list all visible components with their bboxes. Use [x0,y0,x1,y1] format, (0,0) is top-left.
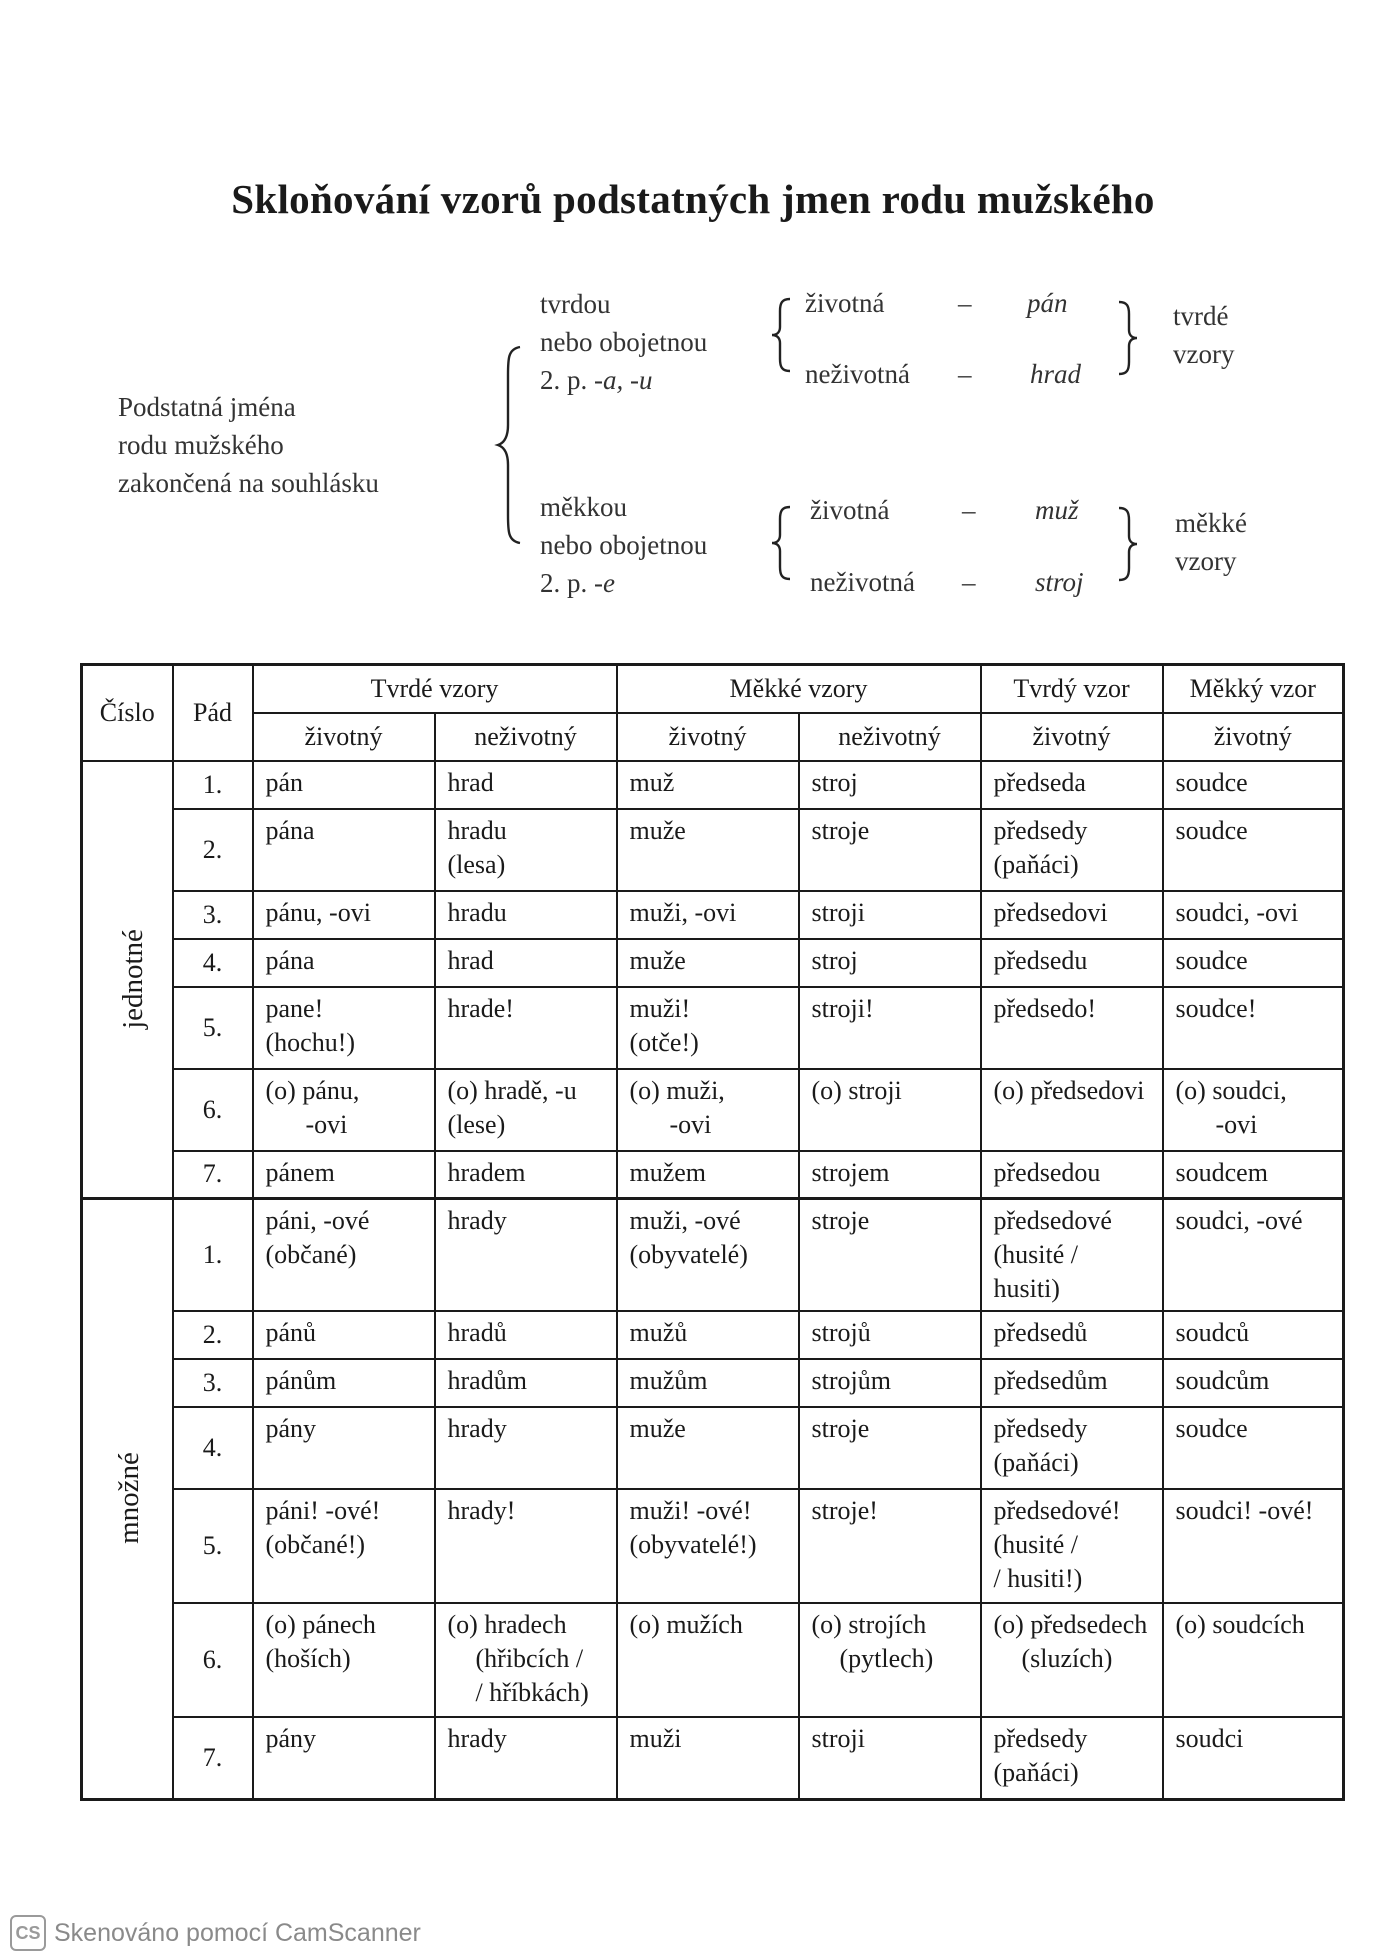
cell-line: stroje [811,1414,870,1443]
table-row [82,987,1344,1069]
table-cell [617,1311,799,1359]
header-sub: životný [617,713,799,761]
table-cell [253,1489,435,1603]
cell-line: (hochu!) [265,1027,356,1057]
header-sub: životný [253,713,435,761]
table-cell [799,1359,981,1407]
cell-line: (občané) [265,1240,357,1269]
soft-endings: -e [594,568,615,598]
table-cell [253,1199,435,1312]
declension-body [82,761,1344,1800]
cell-line: hrad [447,767,494,797]
cell-line: páni! -ové! [265,1496,381,1525]
cell-line: předsedovi [993,897,1108,927]
table-cell [617,1407,799,1489]
table-cell [1163,809,1344,891]
cell-line: (sluzích) [1021,1644,1113,1673]
cell-line: hradu [447,897,507,927]
table-cell [1163,1069,1344,1151]
cell-line: soudce! [1175,993,1257,1023]
cell-line: pán [265,767,304,797]
cell-line: (o) soudcích [1175,1610,1305,1639]
cell-line: (paňáci) [993,1758,1079,1787]
cell-line: / hříbkách) [475,1678,589,1707]
header-cislo: Číslo [82,665,173,761]
cell-line: pány [265,1724,317,1753]
table-row [82,1199,1344,1312]
table-cell [435,809,617,891]
cell-line: hrady [447,1724,507,1753]
table-cell [253,1311,435,1359]
table-row [82,939,1344,987]
table-cell [1163,1151,1344,1199]
scanner-footer [10,1915,421,1951]
table-row [82,1359,1344,1407]
big-brace [498,345,528,545]
hard-inanimate-model: hrad [1030,359,1082,389]
cell-line: stroje [811,815,870,845]
table-cell [435,1069,617,1151]
cell-line: (o) stroji [811,1075,902,1105]
table-cell [981,939,1163,987]
soft-left-brace [770,505,792,581]
table-row [82,1407,1344,1489]
cell-line: mužům [629,1366,708,1395]
cell-line: předseda [993,767,1086,797]
case-number: 3. [173,891,253,939]
hard-endings: -a, -u [594,365,653,395]
cell-line: soudce [1175,767,1248,797]
cell-line: (hřibcích / [475,1644,584,1673]
hard-condition [540,285,707,399]
cell-line: muži! -ové! [629,1496,752,1525]
table-cell [435,1359,617,1407]
table-cell [253,1603,435,1717]
cell-line: (obyvatelé!) [629,1530,757,1559]
cell-line: stroji [811,897,865,927]
cell-line: (o) pánech [265,1610,376,1639]
cell-line: (o) strojích [811,1610,927,1639]
table-cell [981,1151,1163,1199]
case-number: 2. [173,809,253,891]
cell-line: předsedy [993,815,1088,845]
cell-line: soudci! -ové! [1175,1496,1314,1525]
table-cell [253,1069,435,1151]
table-row [82,809,1344,891]
declension-table [80,663,1345,1801]
table-cell [617,987,799,1069]
table-cell [435,987,617,1069]
cell-line: (o) hradech [447,1610,567,1639]
cell-line: (lesa) [447,849,506,879]
cell-line: strojem [811,1157,890,1187]
cell-line: pane! [265,993,324,1023]
header-group: Měkké vzory [617,665,981,713]
cell-line: předsedy [993,1414,1088,1443]
table-cell [981,987,1163,1069]
soft-condition-line: 2. p. [540,568,594,598]
table-cell [981,1603,1163,1717]
table-cell [799,1489,981,1603]
header-sub: životný [1163,713,1344,761]
cell-line: soudce [1175,815,1248,845]
intro-subject-line: rodu mužského [118,430,284,460]
soft-condition-line: měkkou [540,492,627,522]
soft-condition-line: nebo obojetnou [540,530,708,560]
cell-line: pána [265,945,315,975]
table-cell [799,761,981,809]
header-pad: Pád [173,665,253,761]
soft-condition [540,488,707,602]
cell-line: (husité / [993,1530,1078,1559]
table-cell [253,809,435,891]
table-cell [1163,1311,1344,1359]
table-cell [981,1489,1163,1603]
hard-left-brace [770,297,792,373]
cell-line: páni, -ové [265,1206,370,1235]
table-cell [435,1199,617,1312]
table-cell [981,1069,1163,1151]
hard-result-line: tvrdé [1173,301,1229,331]
table-cell [799,1603,981,1717]
cell-line: muže [629,815,686,845]
cell-line: hradem [447,1157,526,1187]
cell-line: předsedům [993,1366,1108,1395]
table-cell [1163,987,1344,1069]
cell-line: (o) mužích [629,1610,743,1639]
hard-condition-line: nebo obojetnou [540,327,708,357]
case-number: 4. [173,939,253,987]
cell-line: pánu, -ovi [265,897,371,927]
table-cell [617,939,799,987]
cell-line: hrady! [447,1496,516,1525]
cell-line: (o) soudci, [1175,1075,1287,1105]
hard-animate-model: pán [1027,288,1068,318]
table-cell [981,809,1163,891]
table-cell [617,809,799,891]
table-cell [253,761,435,809]
cell-line: strojům [811,1366,891,1395]
case-number: 4. [173,1407,253,1489]
cell-line: stroji [811,1724,865,1753]
soft-result-line: vzory [1175,546,1237,576]
hard-result [1173,297,1234,373]
cell-line: muže [629,945,686,975]
soft-animate-dash: – [962,495,976,525]
table-row [82,1151,1344,1199]
singular-number-label [82,761,173,1199]
case-number: 2. [173,1311,253,1359]
table-cell [253,1717,435,1799]
case-number: 7. [173,1717,253,1799]
cell-line: (o) hradě, -u [447,1075,577,1105]
soft-inanimate-dash: – [962,567,976,597]
table-row [82,891,1344,939]
table-cell [799,1311,981,1359]
table-cell [435,1717,617,1799]
cell-line: (lese) [447,1109,506,1139]
table-row [82,761,1344,809]
cell-line: muži, -ové [629,1206,741,1235]
table-cell [435,1489,617,1603]
table-cell [981,1359,1163,1407]
cell-line: (hoších) [265,1644,351,1673]
soft-inanimate-label: neživotná [810,567,915,597]
table-cell [435,761,617,809]
cell-line: hradům [447,1366,527,1395]
cell-line: (otče!) [629,1027,699,1057]
table-cell [253,1359,435,1407]
soft-result-line: měkké [1175,508,1247,538]
table-cell [1163,1717,1344,1799]
cell-line: (husité / husiti) [993,1240,1078,1303]
case-number: 1. [173,1199,253,1312]
cell-line: (paňáci) [993,1448,1079,1477]
cell-line: hrad [447,945,494,975]
hard-inanimate-label: neživotná [805,359,910,389]
table-cell [435,891,617,939]
table-cell [253,987,435,1069]
cell-line: soudci, -ové [1175,1206,1303,1235]
cell-line: předsedo! [993,993,1097,1023]
cell-line: muž [629,767,675,797]
plural-number-label [82,1199,173,1800]
table-cell [617,761,799,809]
table-cell [435,1603,617,1717]
cell-line: soudcem [1175,1157,1268,1187]
soft-animate-model: muž [1035,495,1079,525]
table-cell [435,939,617,987]
table-cell [981,891,1163,939]
table-row [82,1717,1344,1799]
table-cell [435,1151,617,1199]
table-cell [435,1311,617,1359]
cell-line: soudci [1175,1724,1244,1753]
table-row [82,1069,1344,1151]
table-cell [799,1407,981,1489]
cell-line: předsedů [993,1318,1088,1347]
table-cell [253,939,435,987]
cell-line: strojů [811,1318,871,1347]
table-cell [981,1717,1163,1799]
case-number: 5. [173,987,253,1069]
table-cell [1163,1359,1344,1407]
cell-line: (obyvatelé) [629,1240,748,1269]
cell-line: (o) předsedech [993,1610,1148,1639]
cell-line: muži, -ovi [629,897,737,927]
cell-line: mužů [629,1318,688,1347]
table-cell [617,891,799,939]
cell-line: (pytlech) [839,1644,934,1673]
cell-line: muži [629,1724,682,1753]
table-cell [253,891,435,939]
table-row [82,1489,1344,1603]
table-cell [1163,1489,1344,1603]
case-number: 6. [173,1069,253,1151]
cell-line: předsedou [993,1157,1101,1187]
singular-number-text: jednotné [116,928,149,1029]
cell-line: stroj [811,945,858,975]
case-number: 6. [173,1603,253,1717]
cell-line: hrady [447,1206,507,1235]
cell-line: muže [629,1414,686,1443]
table-cell [1163,939,1344,987]
case-number: 5. [173,1489,253,1603]
cell-line: (o) pánu, [265,1075,360,1105]
table-row [82,1311,1344,1359]
table-cell [981,1311,1163,1359]
cell-line: hrady [447,1414,507,1443]
soft-inanimate-model: stroj [1035,567,1084,597]
cell-line: (o) předsedovi [993,1075,1145,1105]
hard-animate-label: životná [805,288,885,318]
case-number: 1. [173,761,253,809]
cell-line: předsedy [993,1724,1088,1753]
cell-line: mužem [629,1157,707,1187]
table-cell [617,1069,799,1151]
table-cell [981,1199,1163,1312]
table-cell [799,1151,981,1199]
cell-line: předsedové! [993,1496,1121,1525]
header-sub: životný [981,713,1163,761]
cell-line: hrade! [447,993,514,1023]
table-cell [253,1407,435,1489]
table-cell [981,761,1163,809]
header-sub: neživotný [799,713,981,761]
soft-right-brace [1117,506,1139,582]
table-cell [617,1199,799,1312]
cell-line: soudce [1175,945,1248,975]
case-number: 7. [173,1151,253,1199]
page-title: Skloňování vzorů podstatných jmen rodu mužského [231,176,1155,222]
cell-line: muži! [629,993,691,1023]
intro-subject [118,388,379,502]
cell-line: stroje! [811,1496,878,1525]
cell-line: předsedu [993,945,1088,975]
cell-line: stroji! [811,993,874,1023]
header-sub: neživotný [435,713,617,761]
table-cell [799,939,981,987]
cell-line: soudci, -ovi [1175,897,1299,927]
table-cell [1163,761,1344,809]
table-cell [799,809,981,891]
table-cell [799,891,981,939]
cell-line: soudce [1175,1414,1248,1443]
cell-line: pánů [265,1318,317,1347]
table-cell [799,987,981,1069]
table-cell [1163,1407,1344,1489]
cell-line: hradu [447,815,507,845]
table-cell [435,1407,617,1489]
scanner-footer-text: Skenováno pomocí CamScanner [54,1918,421,1947]
cell-line: -ovi [1215,1109,1258,1139]
table-cell [799,1199,981,1312]
cell-line: stroj [811,767,858,797]
hard-right-brace [1117,300,1139,376]
soft-animate-label: životná [810,495,890,525]
table-cell [617,1603,799,1717]
cell-line: pánem [265,1157,335,1187]
cell-line: -ovi [305,1109,348,1139]
cell-line: předsedové [993,1206,1112,1235]
hard-animate-dash: – [958,288,972,318]
cell-line: (občané!) [265,1530,366,1559]
cell-line: soudcům [1175,1366,1270,1395]
table-row [82,1603,1344,1717]
hard-inanimate-dash: – [958,359,972,389]
header-group: Tvrdý vzor [981,665,1163,713]
cell-line: pánům [265,1366,337,1395]
table-cell [617,1151,799,1199]
table-cell [981,1407,1163,1489]
table-cell [617,1359,799,1407]
soft-result [1175,504,1247,580]
cell-line: / husiti!) [993,1564,1083,1593]
table-cell [253,1151,435,1199]
cell-line: soudců [1175,1318,1250,1347]
cell-line: pány [265,1414,317,1443]
table-cell [1163,1603,1344,1717]
hard-result-line: vzory [1173,339,1235,369]
header-group: Tvrdé vzory [253,665,617,713]
table-cell [1163,891,1344,939]
table-cell [799,1069,981,1151]
table-cell [617,1717,799,1799]
cell-line: pána [265,815,315,845]
intro-subject-line: zakončená na souhlásku [118,468,379,498]
hard-condition-line: tvrdou [540,289,611,319]
plural-number-text: množné [112,1452,145,1545]
table-cell [1163,1199,1344,1312]
cell-line: (paňáci) [993,849,1079,879]
cell-line: stroje [811,1206,870,1235]
table-cell [617,1489,799,1603]
cell-line: -ovi [669,1109,712,1139]
hard-condition-line: 2. p. [540,365,594,395]
table-cell [799,1717,981,1799]
header-group: Měkký vzor [1163,665,1344,713]
cell-line: (o) muži, [629,1075,725,1105]
intro-subject-line: Podstatná jména [118,392,296,422]
camscanner-icon: CS [10,1915,46,1951]
cell-line: hradů [447,1318,507,1347]
case-number: 3. [173,1359,253,1407]
